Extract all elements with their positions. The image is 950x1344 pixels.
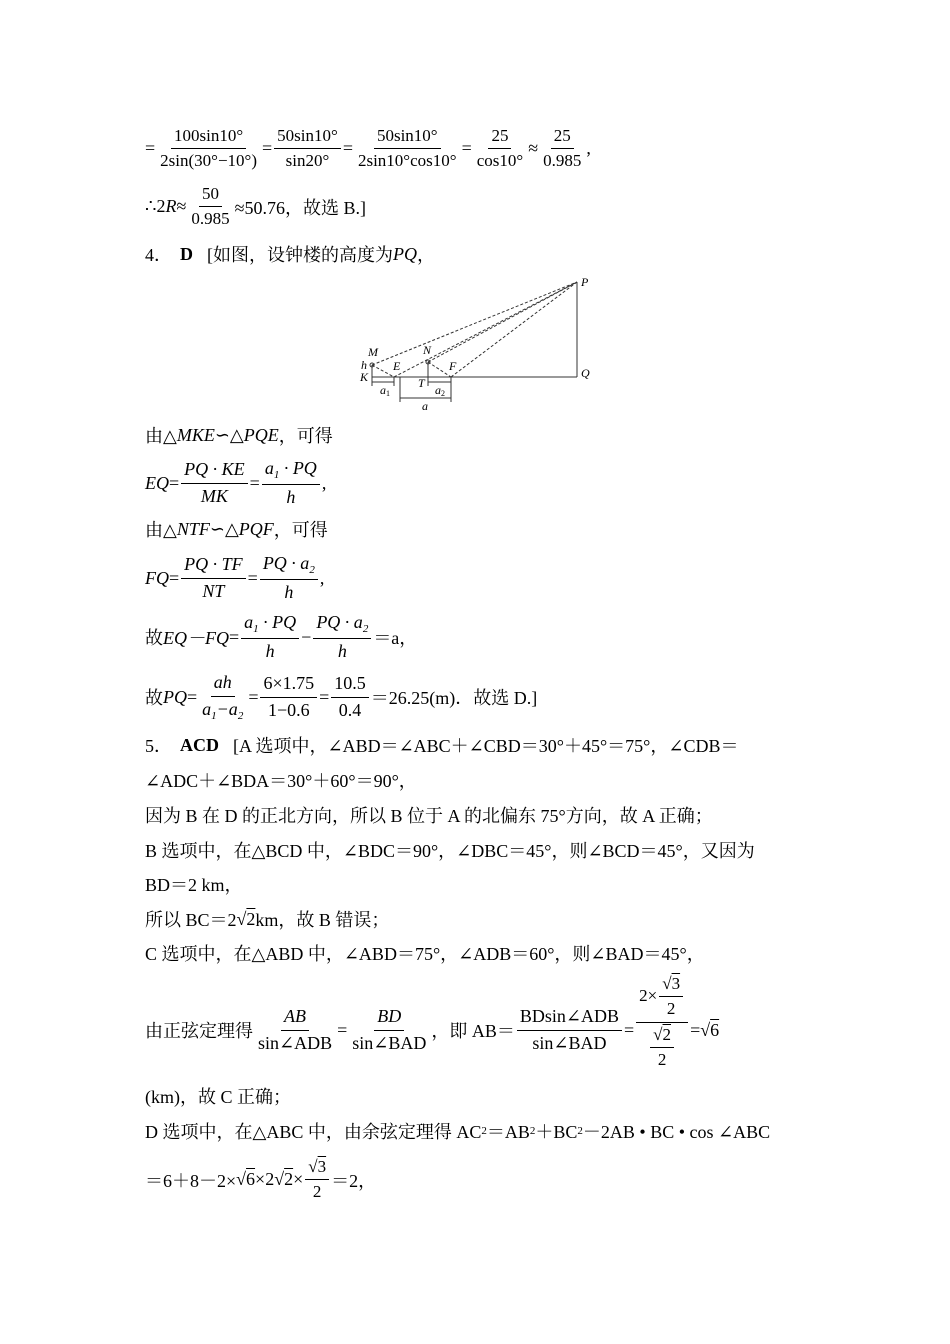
numerator: 25: [488, 126, 511, 149]
numerator: BDsin∠ADB: [517, 1006, 622, 1031]
bell-tower-figure: [355, 274, 600, 414]
similar-symbol: ∽△: [209, 518, 239, 539]
denominator: h: [286, 487, 296, 508]
fraction: [199, 672, 246, 723]
numerator: $a_1$ · PQ: [262, 458, 320, 485]
text: ＝6＋8－2×: [145, 1170, 237, 1191]
label-q: Q: [581, 366, 590, 380]
equals: =: [319, 686, 330, 707]
numerator: PQ · $a_2$: [260, 553, 318, 580]
fraction: $\frac{√3}{2}$: [305, 1157, 329, 1203]
numerator: PQ · $a_2$: [313, 612, 371, 639]
dash-n-f: [428, 362, 451, 377]
eq-line: [145, 458, 810, 509]
equals: =: [337, 1019, 348, 1040]
text: 所以 BC＝2: [145, 910, 237, 930]
label-n: N: [423, 343, 432, 357]
fraction: [540, 126, 584, 172]
numerator: ah: [211, 672, 235, 697]
fraction: [355, 126, 460, 172]
text: ＋BC: [535, 1122, 578, 1142]
denominator: sin∠BAD: [532, 1032, 607, 1053]
denominator: sin∠ADB: [258, 1032, 333, 1053]
problem-number: 4．: [145, 245, 172, 265]
text: B 选项中，在△BCD 中，∠BDC＝90°，∠DBC＝45°，则∠BCD＝45°，又因为: [145, 841, 755, 861]
pq-result-line: [145, 672, 810, 723]
equals: =: [169, 567, 180, 588]
sqrt: √3: [659, 974, 683, 997]
label-f: F: [449, 359, 457, 373]
denominator: 1−0.6: [267, 699, 310, 720]
triangle-mke: MKE: [176, 424, 215, 445]
numerator: BD: [374, 1006, 404, 1031]
dash-f-p: [451, 282, 577, 377]
numerator: PQ · TF: [181, 554, 246, 579]
comma: ,: [321, 472, 327, 493]
sine-rule-line: [145, 974, 810, 1071]
problem-4-header: [145, 241, 810, 267]
denominator: NT: [202, 580, 225, 601]
fraction: [331, 673, 369, 721]
fraction: [474, 126, 526, 172]
sqrt: √6: [236, 1169, 256, 1190]
comma: ，: [417, 245, 435, 265]
equals: =: [623, 1019, 635, 1040]
denominator: 0.985: [543, 151, 582, 171]
text-line: [145, 837, 810, 863]
fq-line: [145, 553, 810, 604]
equals: =: [247, 567, 258, 588]
equals: =: [169, 472, 180, 493]
var-r: R: [165, 196, 177, 217]
result: ＝2，: [331, 1170, 377, 1191]
label-e: E: [393, 359, 401, 373]
lhs: EQ: [145, 472, 169, 493]
cosine-calc-line: [145, 1157, 810, 1203]
equation-line-1: [145, 126, 810, 172]
text: ，即 AB＝: [431, 1021, 515, 1042]
fraction: $\frac{√2}{2}$: [650, 1025, 674, 1071]
fraction: [181, 554, 246, 602]
comma: ,: [586, 138, 591, 159]
text: 由正弦定理得: [145, 1021, 253, 1042]
denominator: $a_1-a_2$: [202, 698, 244, 722]
denominator: h: [284, 582, 294, 603]
sqrt: √6: [700, 1019, 720, 1040]
similar-triangles-2: [145, 516, 810, 542]
fraction: [255, 1006, 335, 1054]
fraction: [181, 459, 248, 507]
label-k: K: [360, 370, 369, 384]
eq-minus-fq-line: [145, 612, 810, 663]
numerator: PQ · KE: [181, 459, 248, 484]
equals: =: [262, 138, 273, 159]
denominator: [645, 1023, 679, 1071]
text-line: [145, 906, 810, 932]
numerator: AB: [281, 1006, 309, 1031]
result: ＝a，: [373, 628, 418, 649]
fraction: [241, 612, 299, 663]
answer-label: ACD: [180, 734, 219, 755]
approx: ≈: [176, 196, 187, 217]
suffix: ，可得: [273, 520, 328, 540]
fraction: [313, 612, 371, 663]
dash-m-e: [372, 365, 394, 377]
numerator: 50sin10°: [374, 126, 441, 149]
numerator: 6×1.75: [260, 673, 317, 698]
text: ＝AB: [486, 1122, 530, 1142]
numerator: 10.5: [331, 673, 369, 698]
dash-e-p: [394, 282, 577, 377]
text-line: [145, 940, 810, 966]
denominator: sin∠BAD: [352, 1032, 427, 1053]
numerator: 50: [199, 184, 222, 207]
dash-m-p: [372, 282, 577, 365]
problem-5-header: [145, 732, 810, 758]
text-line: [145, 767, 810, 793]
text: －2AB • BC • cos ∠ABC: [582, 1122, 771, 1142]
label-t: T: [418, 376, 425, 390]
sqrt: √2: [236, 908, 256, 929]
equals: =: [690, 1019, 701, 1040]
var-pq: PQ: [393, 243, 417, 264]
intro-text: [如图，设钟楼的高度为: [207, 245, 393, 265]
fraction: $\frac{√3}{2}$: [659, 974, 683, 1020]
triangle-pqe: PQE: [243, 424, 279, 445]
result-text: ≈50.76，故选 B.]: [234, 197, 366, 218]
numerator: 100sin10°: [171, 126, 246, 149]
fraction: [517, 1006, 622, 1054]
fraction: [260, 673, 317, 721]
times: ×: [293, 1169, 304, 1190]
text: BD＝2 km，: [145, 875, 243, 895]
fraction: [260, 553, 318, 604]
similar-symbol: ∽△: [214, 424, 244, 445]
fraction: [349, 1006, 429, 1054]
lhs: PQ: [163, 686, 187, 707]
numerator: 25: [551, 126, 574, 149]
text-line: [145, 802, 810, 828]
text-line: [145, 871, 810, 897]
suffix: ，可得: [278, 426, 333, 446]
triangle-ntf: NTF: [176, 518, 210, 539]
text: ×2: [255, 1169, 275, 1190]
numerator: 50sin10°: [274, 126, 341, 149]
therefore-text: ∴2: [145, 196, 166, 217]
sqrt: √2: [274, 1169, 294, 1190]
equals: =: [229, 626, 240, 647]
denominator: sin20°: [285, 151, 330, 171]
text: [A 选项中，∠ABD＝∠ABC＋∠CBD＝30°＋45°＝75°，∠CDB＝: [233, 736, 739, 756]
equals: =: [187, 686, 198, 707]
label-a1: a1: [380, 383, 390, 398]
label-p: P: [581, 275, 589, 289]
equals: =: [145, 138, 156, 159]
sqrt: √3: [305, 1157, 329, 1180]
fraction: [188, 184, 232, 230]
similar-triangles-1: [145, 422, 810, 448]
label-a: a: [422, 399, 428, 413]
denominator: 2sin10°cos10°: [357, 151, 457, 171]
numerator: $a_1$ · PQ: [241, 612, 299, 639]
denominator: 2sin(30°−10°): [160, 151, 258, 171]
text: C 选项中，在△ABD 中，∠ABD＝75°，∠ADB＝60°，则∠BAD＝45°，: [145, 944, 705, 964]
minus: −: [301, 626, 312, 647]
label-h: h: [361, 358, 367, 372]
fraction: [274, 126, 341, 172]
text: km，故 B 错误；: [255, 910, 390, 930]
prefix: 故: [145, 688, 163, 709]
nested-fraction: [636, 974, 688, 1071]
denominator: 0.4: [338, 699, 362, 720]
text: 因为 B 在 D 的正北方向，所以 B 位于 A 的北偏东 75°方向，故 A 正确；: [145, 806, 713, 826]
equals: =: [342, 138, 353, 159]
equals: =: [248, 686, 259, 707]
denominator: cos10°: [476, 151, 524, 171]
text: (km)，故 C 正确；: [145, 1087, 291, 1107]
comma: ,: [319, 567, 325, 588]
fraction: [157, 126, 260, 172]
sqrt: √2: [650, 1025, 674, 1048]
denominator: 0.985: [191, 209, 230, 229]
equals: =: [249, 472, 260, 493]
text: ∠ADC＋∠BDA＝30°＋60°＝90°，: [145, 771, 417, 791]
prefix: 故: [145, 628, 163, 649]
approx: ≈: [528, 138, 539, 159]
prefix: 由△: [145, 426, 177, 446]
equation-line-2: [145, 184, 810, 230]
equals: =: [461, 138, 472, 159]
lhs: EQ－FQ: [163, 628, 229, 649]
answer-label: D: [180, 243, 193, 264]
text-line: [145, 1083, 810, 1109]
label-m: M: [368, 345, 378, 359]
denominator: h: [265, 641, 275, 662]
cosine-rule-line: D 选项中，在△ABC 中，由余弦定理得 AC 2 ＝AB 2 ＋BC 2 －2AB • BC • cos ∠ABC: [145, 1118, 810, 1144]
prefix: 由△: [145, 520, 177, 540]
problem-number: 5．: [145, 736, 172, 756]
label-a2: a2: [435, 383, 445, 398]
triangle-pqf: PQF: [238, 518, 274, 539]
lhs: FQ: [145, 567, 169, 588]
numerator: 2× $\frac{√3}{2}$: [636, 974, 688, 1023]
denominator: h: [337, 641, 347, 662]
result: ＝26.25(m)．故选 D.]: [370, 688, 538, 709]
text: D 选项中，在△ABC 中，由余弦定理得 AC: [145, 1122, 482, 1142]
denominator: MK: [200, 485, 228, 506]
fraction: [262, 458, 320, 509]
